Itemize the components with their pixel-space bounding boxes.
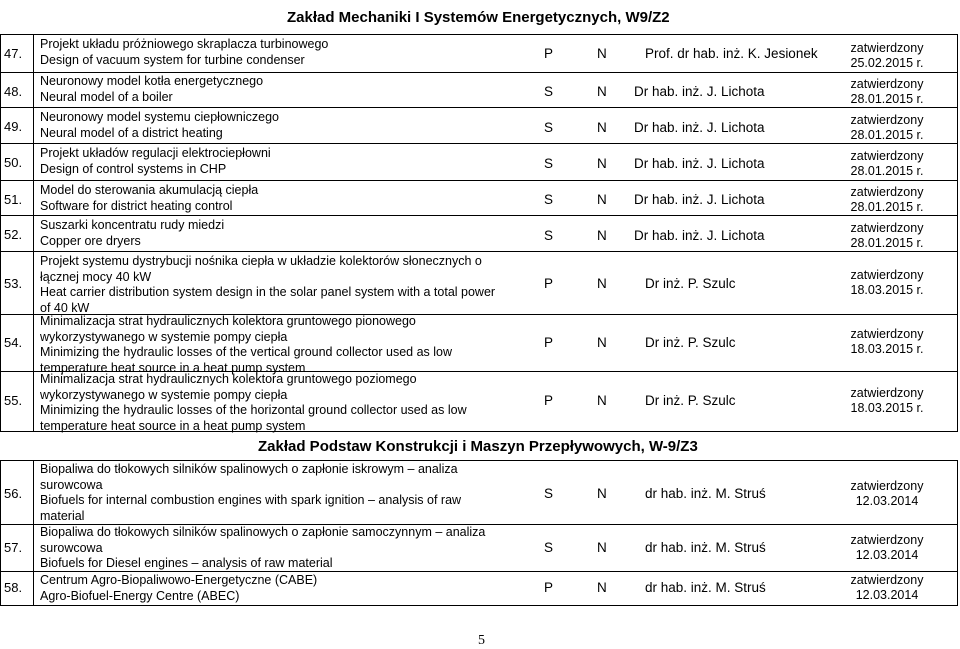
topic-title: Model do sterowania akumulacją ciepła Software for district heating control <box>40 183 259 213</box>
supervisor: Prof. dr hab. inż. K. Jesionek <box>645 46 818 61</box>
approval-status: zatwierdzony 28.01.2015 r. <box>850 149 924 178</box>
approval-status: zatwierdzony 12.03.2014 <box>850 479 924 508</box>
topic-type: S <box>544 120 554 135</box>
topic-language: N <box>597 486 607 501</box>
approval-status: zatwierdzony 25.02.2015 r. <box>850 41 924 70</box>
topic-title: Neuronowy model kotła energetycznego Neural model of a boiler <box>40 74 264 104</box>
topic-language: N <box>597 156 607 171</box>
topic-title: Centrum Agro-Biopaliwowo-Energetyczne (CABE) Agro-Biofuel-Energy Centre (ABEC) <box>40 573 318 603</box>
rule <box>957 34 958 432</box>
rule <box>33 34 34 432</box>
topic-language: N <box>597 335 607 350</box>
topic-title: Biopaliwa do tłokowych silników spalinowych o zapłonie iskrowym – analiza surowcowa Biofuels for internal combustion engines with spark ignition – analysis of raw material <box>40 462 462 523</box>
topic-type: S <box>544 192 554 207</box>
supervisor: Dr hab. inż. J. Lichota <box>634 120 765 135</box>
topic-type: S <box>544 540 554 555</box>
topic-language: N <box>597 393 607 408</box>
supervisor: Dr hab. inż. J. Lichota <box>634 192 765 207</box>
topic-type: P <box>544 335 554 350</box>
topic-language: N <box>597 84 607 99</box>
topic-type: P <box>544 393 554 408</box>
supervisor: Dr inż. P. Szulc <box>645 335 736 350</box>
supervisor: Dr hab. inż. J. Lichota <box>634 228 765 243</box>
row-number: 54. <box>4 335 23 350</box>
supervisor: Dr hab. inż. J. Lichota <box>634 84 765 99</box>
rule <box>957 460 958 606</box>
topic-type: S <box>544 228 554 243</box>
supervisor: Dr hab. inż. J. Lichota <box>634 156 765 171</box>
topic-title: Neuronowy model systemu ciepłowniczego Neural model of a district heating <box>40 110 280 140</box>
topic-title: Minimalizacja strat hydraulicznych kolektora gruntowego pionowego wykorzystywanego w systemie pompy ciepła Minimizing the hydraulic losses of the vertical ground collector used as low temperature heat source in a heat pump system <box>40 314 452 375</box>
rule <box>0 251 957 252</box>
approval-status: zatwierdzony 12.03.2014 <box>850 573 924 602</box>
supervisor: dr hab. inż. M. Struś <box>645 540 766 555</box>
row-number: 51. <box>4 192 23 207</box>
approval-status: zatwierdzony 18.03.2015 r. <box>850 268 924 297</box>
row-number: 52. <box>4 227 23 242</box>
row-number: 57. <box>4 540 23 555</box>
topic-language: N <box>597 228 607 243</box>
topic-language: N <box>597 276 607 291</box>
supervisor: dr hab. inż. M. Struś <box>645 580 766 595</box>
approval-status: zatwierdzony 28.01.2015 r. <box>850 221 924 250</box>
topic-type: P <box>544 276 554 291</box>
topic-title: Minimalizacja strat hydraulicznych kolektora gruntowego poziomego wykorzystywanego w systemie pompy ciepła Minimizing the hydraulic losses of the horizontal ground collector used as low temperature heat source in a heat pump system <box>40 372 467 433</box>
supervisor: Dr inż. P. Szulc <box>645 393 736 408</box>
rule <box>33 460 34 606</box>
section-heading-w9z2: Zakład Mechaniki I Systemów Energetycznych, W9/Z2 <box>287 9 670 26</box>
topic-language: N <box>597 46 607 61</box>
rule <box>0 460 1 606</box>
rule <box>0 72 957 73</box>
rule <box>0 34 1 432</box>
rule <box>0 605 957 606</box>
rule <box>0 180 957 181</box>
supervisor: dr hab. inż. M. Struś <box>645 486 766 501</box>
topic-language: N <box>597 192 607 207</box>
approval-status: zatwierdzony 28.01.2015 r. <box>850 113 924 142</box>
row-number: 48. <box>4 84 23 99</box>
row-number: 56. <box>4 486 23 501</box>
topic-type: P <box>544 580 554 595</box>
topic-type: S <box>544 156 554 171</box>
topic-language: N <box>597 120 607 135</box>
row-number: 47. <box>4 46 23 61</box>
row-number: 50. <box>4 155 23 170</box>
rule <box>0 460 957 461</box>
topic-type: P <box>544 46 554 61</box>
topic-title: Biopaliwa do tłokowych silników spalinowych o zapłonie samoczynnym – analiza surowcowa Biofuels for Diesel engines – analysis of raw material <box>40 525 486 570</box>
topic-title: Projekt układów regulacji elektrociepłowni Design of control systems in CHP <box>40 146 271 176</box>
topic-title: Suszarki koncentratu rudy miedzi Copper ore dryers <box>40 218 225 248</box>
row-number: 49. <box>4 119 23 134</box>
row-number: 53. <box>4 276 23 291</box>
section-heading-w9z3: Zakład Podstaw Konstrukcji i Maszyn Przepływowych, W-9/Z3 <box>258 438 698 455</box>
rule <box>0 107 957 108</box>
topic-language: N <box>597 540 607 555</box>
approval-status: zatwierdzony 28.01.2015 r. <box>850 185 924 214</box>
topic-title: Projekt systemu dystrybucji nośnika ciepła w układzie kolektorów słonecznych o łącznej mocy 40 kW Heat carrier distribution system design in the solar panel system with a total power of 40 kW <box>40 254 496 315</box>
rule <box>0 215 957 216</box>
topic-language: N <box>597 580 607 595</box>
row-number: 55. <box>4 393 23 408</box>
rule <box>0 143 957 144</box>
topic-type: S <box>544 486 554 501</box>
row-number: 58. <box>4 580 23 595</box>
topic-type: S <box>544 84 554 99</box>
approval-status: zatwierdzony 28.01.2015 r. <box>850 77 924 106</box>
topic-title: Projekt układu próżniowego skraplacza turbinowego Design of vacuum system for turbine condenser <box>40 37 329 67</box>
supervisor: Dr inż. P. Szulc <box>645 276 736 291</box>
approval-status: zatwierdzony 18.03.2015 r. <box>850 327 924 356</box>
approval-status: zatwierdzony 12.03.2014 <box>850 533 924 562</box>
approval-status: zatwierdzony 18.03.2015 r. <box>850 386 924 415</box>
page-number: 5 <box>478 633 485 648</box>
rule <box>0 34 957 35</box>
